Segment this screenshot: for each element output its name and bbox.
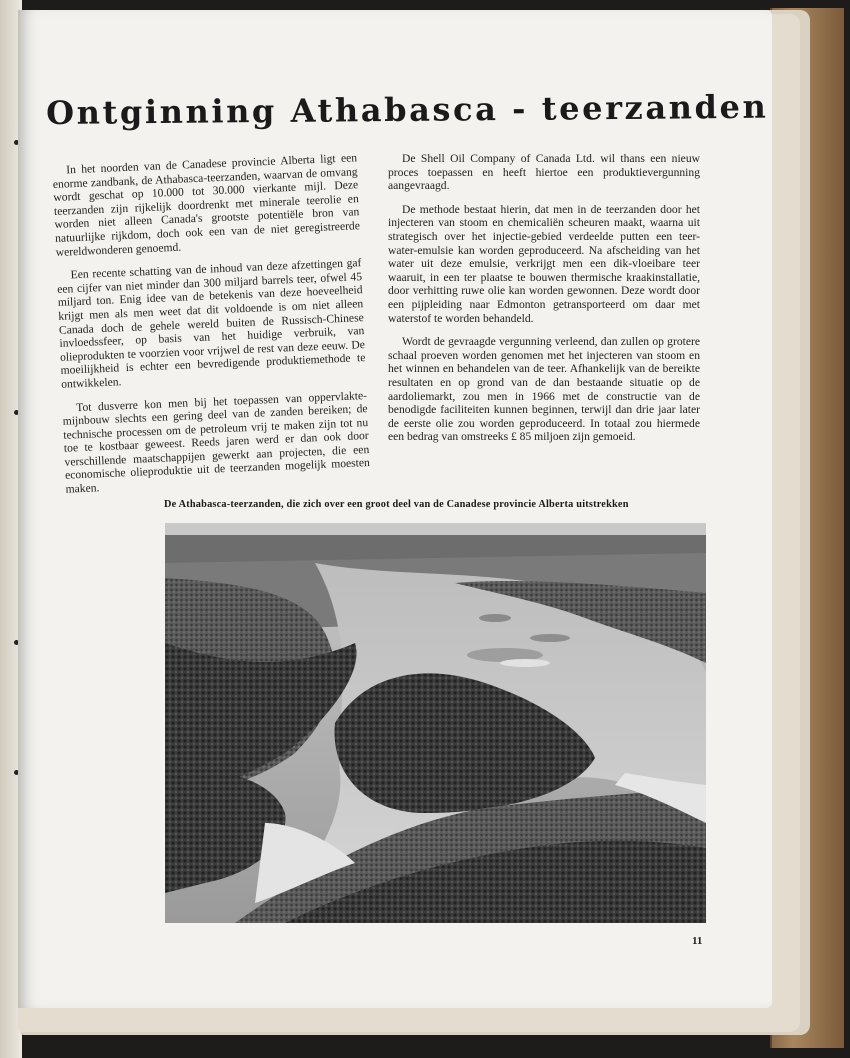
paragraph: Een recente schatting van de inhoud van deze afzettingen gaf een cijfer van niet minder dan 300 miljard barrels teer, ofwel 45 miljard ton. Enig idee van de betekenis van deze hoeveelheid krijgt men als men weet dat dit voldoende is om niet alleen Canada doch de gehele wereld buiten de Russisch-Chinese invloedssfeer, op basis van het huidige verbruik, van olieprodukten te voorzien voor vrijwel de rest van deze eeuw. De moeilijkheid is echter een bevredigende produktiemethode te ontwikkelen.: [56, 256, 366, 391]
article-title: Ontginning Athabasca - teerzanden: [46, 87, 769, 132]
paragraph: Tot dusverre kon men bij het toepassen van oppervlakte-mijnbouw slechts een gering deel van de zanden bereiken; de technische processen om de petroleum vrij te maken zijn tot nu toe te kostbaar geweest. Reeds jaren werd er dan ook door verschillende maatschappijen gewerkt aan projecten, die een economische olieproduktie uit de teerzanden mogelijk moesten maken.: [62, 388, 371, 496]
page-number: 11: [692, 935, 703, 947]
aerial-river-photo: [165, 523, 706, 923]
paragraph: De Shell Oil Company of Canada Ltd. wil thans een nieuw proces toepassen en heeft hiertoe een produktievergunning aangevraagd.: [388, 152, 700, 193]
paragraph: De methode bestaat hierin, dat men in de teerzanden door het injecteren van stoom en chemicaliën scheuren maakt, waarna uit strategisch over het injectie-gebied verdeelde putten een teer-water-emulsie kan worden geproduceerd. Na afscheiding van het water uit deze emulsie, verkrijgt men een dik-vloeibare teer waaruit, in een ter plaatse te bouwen thermische kraakinstallatie, door verhitting ruwe olie kan worden gewonnen. Deze wordt door een pijpleiding naar Edmonton getransporteerd om daar met waterstof te worden behandeld.: [388, 202, 700, 325]
paragraph: Wordt de gevraagde vergunning verleend, dan zullen op grotere schaal proeven worden genomen met het injecteren van stoom en het winnen en behandelen van de teer. Afhankelijk van de bereikte resultaten en op grond van de dan bestaande situatie op de aardoliemarkt, zou men in 1966 met de constructie van de benodigde faciliteiten kunnen beginnen, terwijl dan drie jaar later de eerste olie zou worden geproduceerd. In totaal zou hiermede een bedrag van omstreeks £ 85 miljoen zijn gemoeid.: [388, 335, 700, 444]
paragraph: In het noorden van de Canadese provincie Alberta ligt een enorme zandbank, de Athabasca-teerzanden, waarvan de omvang wordt geschat op 10.000 tot 30.000 vierkante mijl. Deze teerzanden zijn rijkelijk doordrenkt met minerale teerolie en worden niet alleen Canada's grootste potentiële bron van natuurlijke rijkdom, doch ook een van de niet geregistreerde wereldwonderen genoemd.: [52, 151, 361, 259]
left-text-column: [52, 151, 371, 506]
photo-caption: De Athabasca-teerzanden, die zich over een groot deel van de Canadese provincie Alberta uitstrekken: [164, 499, 629, 510]
right-text-column: [388, 152, 700, 454]
